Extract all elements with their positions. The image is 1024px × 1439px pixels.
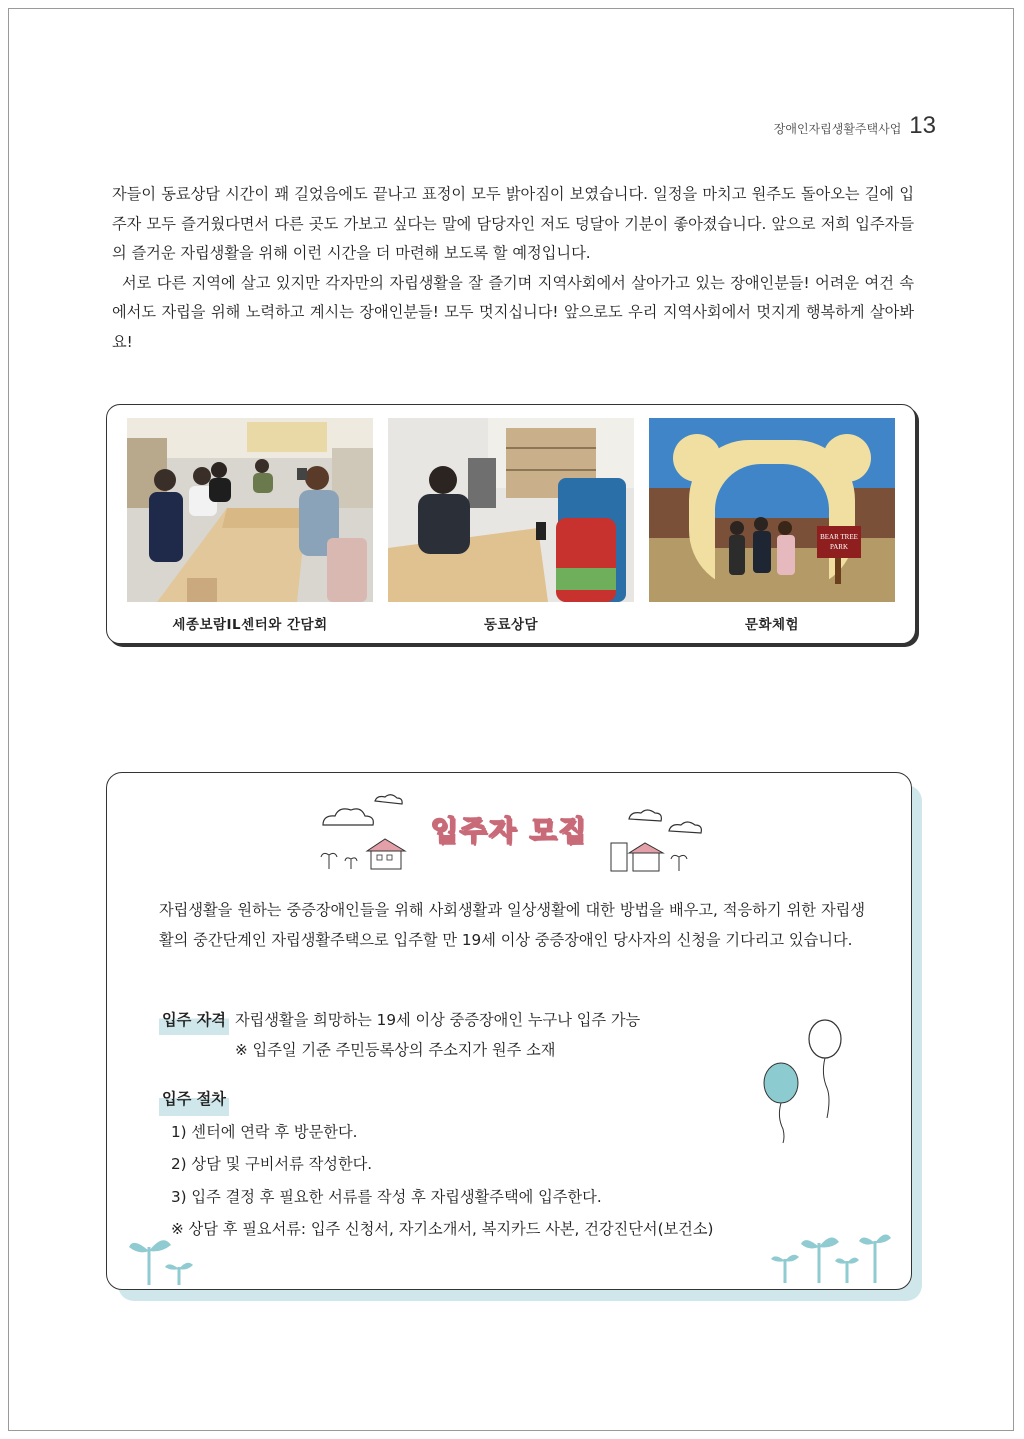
recruit-title: 입주자 모집 bbox=[430, 814, 588, 847]
article-body bbox=[112, 180, 914, 357]
page-number: 13 bbox=[909, 112, 936, 139]
page-header bbox=[774, 112, 936, 140]
sign-text-line2: PARK bbox=[829, 543, 849, 551]
recruit-box bbox=[106, 772, 912, 1290]
paragraph-2: 서로 다른 지역에 살고 있지만 각자만의 자립생활을 잘 즐기며 지역사회에서 살아가고 있는 장애인분들! 어려운 여건 속에서도 자립을 위해 노력하고 계시는 장애인분들! 모두 멋지십니다! 앞으로도 우리 지역사회에서 멋지게 행복하게 살아봐요! bbox=[112, 273, 914, 351]
photo-panel bbox=[106, 404, 916, 644]
procedure-section bbox=[159, 1083, 779, 1246]
photo-peer-counseling bbox=[388, 418, 634, 602]
qualification-text: 자립생활을 희망하는 19세 이상 중증장애인 누구나 입주 가능 bbox=[234, 1011, 641, 1029]
paragraph-1: 자들이 동료상담 시간이 꽤 길었음에도 끝나고 표정이 모두 밝아짐이 보였습니다. 일정을 마치고 원주도 돌아오는 길에 입주자 모두 즐거웠다면서 다른 곳도 가보고 싶다는 말에 담당자인 저도 덩달아 기분이 좋아졌습니다. 앞으로 저희 입주자들의 즐거운 자립생활을 위해 이런 시간을 더 마련해 보도록 할 예정입니다. bbox=[112, 185, 914, 262]
sprout-left-icon bbox=[127, 1219, 197, 1289]
procedure-step-3: 3) 입주 결정 후 필요한 서류를 작성 후 자립생활주택에 입주한다. bbox=[171, 1187, 602, 1206]
procedure-step-2: 2) 상담 및 구비서류 작성한다. bbox=[171, 1155, 373, 1173]
balloons-icon bbox=[757, 1017, 847, 1147]
procedure-label: 입주 절차 bbox=[159, 1083, 229, 1116]
meeting-photo-illustration bbox=[127, 418, 373, 602]
sign-text-line1: BEAR TREE bbox=[820, 533, 858, 541]
photo-culture bbox=[649, 418, 895, 602]
header-title: 장애인자립생활주택사업 bbox=[773, 122, 902, 136]
peer-counseling-photo-illustration bbox=[388, 418, 634, 602]
photo-caption-peer-counseling: 동료상담 bbox=[483, 617, 539, 633]
qualification-section bbox=[159, 1005, 759, 1065]
recruit-intro: 자립생활을 원하는 중증장애인들을 위해 사회생활과 일상생활에 대한 방법을 배우고, 적응하기 위한 자립생활의 중간단계인 자립생활주택으로 입주할 만 19세 이상 중증장애인 당사자의 신청을 기다리고 있습니다. bbox=[159, 901, 865, 949]
photo-caption-culture: 문화체험 bbox=[744, 617, 800, 633]
photo-meeting bbox=[127, 418, 373, 602]
sprout-right-icon bbox=[771, 1213, 891, 1285]
culture-photo-illustration bbox=[649, 418, 895, 602]
procedure-step-1: 1) 센터에 연락 후 방문한다. bbox=[171, 1122, 358, 1141]
qualification-note: ※ 입주일 기준 주민등록상의 주소지가 원주 소재 bbox=[235, 1041, 556, 1059]
qualification-label: 입주 자격 bbox=[159, 1005, 229, 1035]
photo-caption-meeting: 세종보람IL센터와 간담회 bbox=[172, 617, 328, 633]
procedure-note: ※ 상담 후 필요서류: 입주 신청서, 자기소개서, 복지카드 사본, 건강진단서(보건소) bbox=[171, 1220, 714, 1238]
